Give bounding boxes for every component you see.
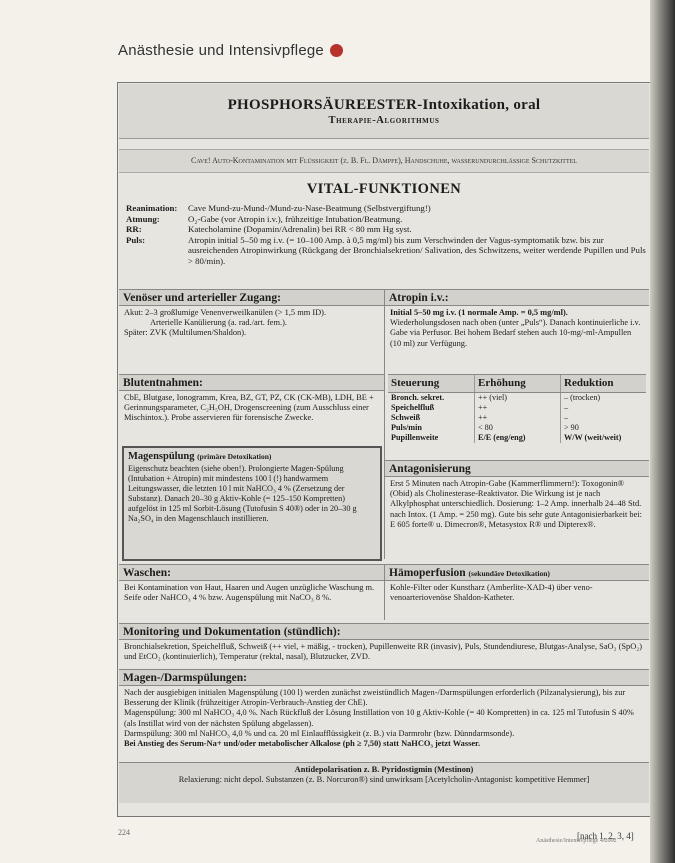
imprint: Anästhesie/Intensivpflege 4/2002 [536,838,617,844]
vital-heading: VITAL-FUNKTIONEN [306,181,462,197]
blood-heading: Blutentnahmen: [119,374,384,391]
washing-body: Bei Kontamination von Haut, Haaren und Augen unzügliche Waschung m. Seife oder NaHCO₃ 4 % bzw. Augenspülung mit NaCO₃ 8 %. [124,583,375,603]
irrigation-body [120,688,648,749]
atropin-heading: Atropin i.v.: [385,289,649,306]
table-row [388,413,646,423]
venous-body [120,308,382,339]
monitoring-body: Bronchialsekretion, Speichelfluß, Schweiß (++ viel, + mäßig, - trocken), Pupillenweite RR (invasiv), Puls, Stundendiurese, Blutgas-Analyse, SaO₂ (SpO₂) und EtCO₂ (kontinuierlich), Temperatur (rektal, nasal), Blutzucker, ZVD. [124,642,643,662]
gastric-lavage-text: Eigenschutz beachten (siehe oben!). Prolongierte Magen-Spülung (Intubation + Atropin) mit mindestens 100 l (!) handwarmem Leitungswasser, die letzten 10 l mit NaHCO₃ 4 % (Zersetzung der Substanz). Danach 20–30 g Aktiv-Kohle (= 125–150 Kompretten) aufgelöst in 125 ml Sorbit-Lösung (Tutofusin S 40®) oder in 20–30 g Na₂SO₄ in den Magenschlauch instillieren. [128,464,357,524]
vital-row [126,235,646,267]
page-number: 224 [118,828,130,837]
blood-body: CbE, Blutgase, Ionogramm, Krea, BZ, GT, PZ, CK (CK-MB), LDH, BE + Gerinnungsparameter, C₂H₅OH, Drogenscreening (zum Ausschluss einer Mischintox.). Probe asservieren für forensische Zwecke. [124,393,374,423]
table-cell: Bronch. sekret. [391,393,445,402]
hemoperfusion-note: (sekundäre Detoxikation) [468,569,550,578]
vital-text: Katecholamine (Dopamin/Adrenalin) bei RR < 80 mm Hg syst. [188,224,412,235]
vital-label: Atmung: [126,213,160,224]
irrigation-line: Magenspülung: 300 ml NaHCO₃ 4,0 %. Nach Rückfluß der Lösung Instillation von 10 g Aktiv-Kohle (= 40 Kompretten) in ca. 125 ml Tutofusin S 40% (als Instillat wird von der nächsten Spülung abgelassen). [124,708,634,728]
gastric-lavage-note: (primäre Detoxikation) [197,452,272,461]
table-cell: ++ [474,413,560,423]
column-divider [384,564,385,620]
washing-heading: Waschen: [119,564,384,581]
atropin-body [386,308,648,349]
gastric-lavage-heading [124,448,380,464]
irrigation-line: Bei Anstieg des Serum-Na+ und/oder metabolischer Alkalose (ph ≥ 7,50) statt NaHCO₃ jetzt Wasser. [124,739,481,749]
gastric-lavage-title: Magenspülung [128,451,195,462]
table-cell: E/E (eng/eng) [474,433,560,443]
column-divider [384,289,385,559]
table-cell: W/W (weit/weit) [560,433,646,443]
table-row [388,393,646,403]
table-row [388,403,646,413]
relaxation-line: Relaxierung: nicht depol. Substanzen (z. B. Norcuron®) sind unwirksam [Acetylcholin-Antagonist: kompetitive Hemmer] [178,775,590,785]
vital-row [126,224,646,235]
monitoring-heading: Monitoring und Dokumentation (stündlich): [119,623,649,640]
vital-label: RR: [126,224,142,235]
hemoperfusion-body: Kohle-Filter oder Kunstharz (Amberlite-XAD-4) über veno-venoarteriovenöse Shaldon-Katheter. [390,583,593,603]
column-header: Steuerung [391,377,440,389]
table-cell: ++ (viel) [474,393,560,403]
atropin-line: Wiederholungsdosen nach oben (unter „Puls“). Danach kontinuierliche i.v. Gabe via Perfusor. Bei hohem Bedarf stehen auch 10-mg/-ml-Ampullen (10 ml) zur Verfügung. [390,318,641,348]
venous-line: Akut: 2–3 großlumige Venenverweilkanülen (> 1,5 mm ID). [124,308,327,317]
irrigation-line: Nach der ausgiebigen initialen Magenspülung (100 l) werden zunächst zweistündlich Magen-/Darmspülungen erforderlich (Pilzanalysierung), bis zur Besserung der Klinik (frühzeitiger Atropin-Verbrauch-Anstieg der ChE). [124,688,626,708]
irrigation-heading: Magen-/Darmspülungen: [119,669,649,686]
vital-label: Reanimation: [126,203,178,213]
antagonism-heading: Antagonisierung [385,460,649,477]
vital-text: Atropin initial 5–50 mg i.v. (= 10–100 Amp. à 0,5 mg/ml) bis zum Verschwinden der Vagus-symptomatik bzw. bis zur ausreichenden Atropinwirkung (Rückgang der Bronchialsekretion/ Salivation, des Schwitzens, weiter werdende Pupillen und Puls > 80/min). [188,234,646,266]
table-cell: < 80 [474,423,560,433]
section-marker-dot [330,44,343,57]
page-edge-shadow [650,0,675,863]
vital-text: O₂-Gabe (vor Atropin i.v.), frühzeitige Intubation/Beatmung. [188,213,403,224]
table-cell: Puls/min [391,423,422,432]
venous-line: Arterielle Kanülierung (a. rad./art. fem.). [150,318,287,328]
page-subtitle: Therapie-Algorithmus [328,115,440,126]
running-head: Anästhesie und Intensivpflege [118,42,324,59]
vital-row [126,214,646,225]
vital-table [126,203,646,267]
table-cell: – (trocken) [560,393,646,403]
column-header: Erhöhung [474,375,560,392]
venous-heading: Venöser und arterieller Zugang: [119,289,384,306]
vital-label: Puls: [126,234,146,245]
table-cell: Pupillenweite [391,433,439,442]
source-reference: [nach 1, 2, 3, 4] [577,831,634,841]
vital-text: Cave Mund-zu-Mund-/Mund-zu-Nase-Beatmung (Selbstvergiftung!) [188,203,431,213]
table-row [388,423,646,433]
vital-row [126,203,646,214]
relaxation-line: Antidepolarisation z. B. Pyridostigmin (Mestinon) [294,765,474,774]
page-title: PHOSPHORSÄUREESTER-Intoxikation, oral [227,97,541,113]
irrigation-line: Darmspülung: 300 ml NaHCO₃ 4,0 % und ca. 20 ml Einlaufflüssigkeit (z. B.) via Darmrohr (bzw. Dünndarmsonde). [124,728,515,738]
gastric-lavage-box [122,446,382,561]
column-header: Reduktion [560,375,646,392]
table-cell: > 90 [560,423,646,433]
hemoperfusion-heading [385,564,649,581]
relaxation-box [119,762,649,803]
table-row [388,433,646,443]
hemoperfusion-title: Hämoperfusion [389,567,466,579]
atropin-line: Initial 5–50 mg i.v. (1 normale Amp. = 0,5 mg/ml). [390,308,568,317]
table-cell: Speichelfluß [391,403,435,412]
title-box [119,84,649,139]
algorithm-panel [117,82,651,817]
table-cell: – [560,403,646,413]
table-cell: Schweiß [391,413,421,422]
atropin-control-table [388,374,646,443]
caveat-banner: Cave! Auto-Kontamination mit Flüssigkeit (z. B. Fl. Dämpfe), Handschuhe, wasserundurchlässige Schutzkittel [119,149,649,173]
table-header-row [388,374,646,393]
table-cell: – [560,413,646,423]
table-cell: ++ [474,403,560,413]
venous-line: Später: ZVK (Multilumen/Shaldon). [124,328,247,338]
antagonism-body: Erst 5 Minuten nach Atropin-Gabe (Kammerflimmern!): Toxogonin® (Obid) als Cholinesterase-Reaktivator. Die Wirkung ist je nach Alkylphosphat unterschiedlich. Dosierung: 1–2 Amp. innerhalb 24–48 Std. nach Intox. (1 Amp. = 250 mg). Gute bis sehr gute Antagonisierbarkeit bei: E 605 forte® u. Dimecron®, Metasystox R® und Dipterex®. [390,479,642,529]
